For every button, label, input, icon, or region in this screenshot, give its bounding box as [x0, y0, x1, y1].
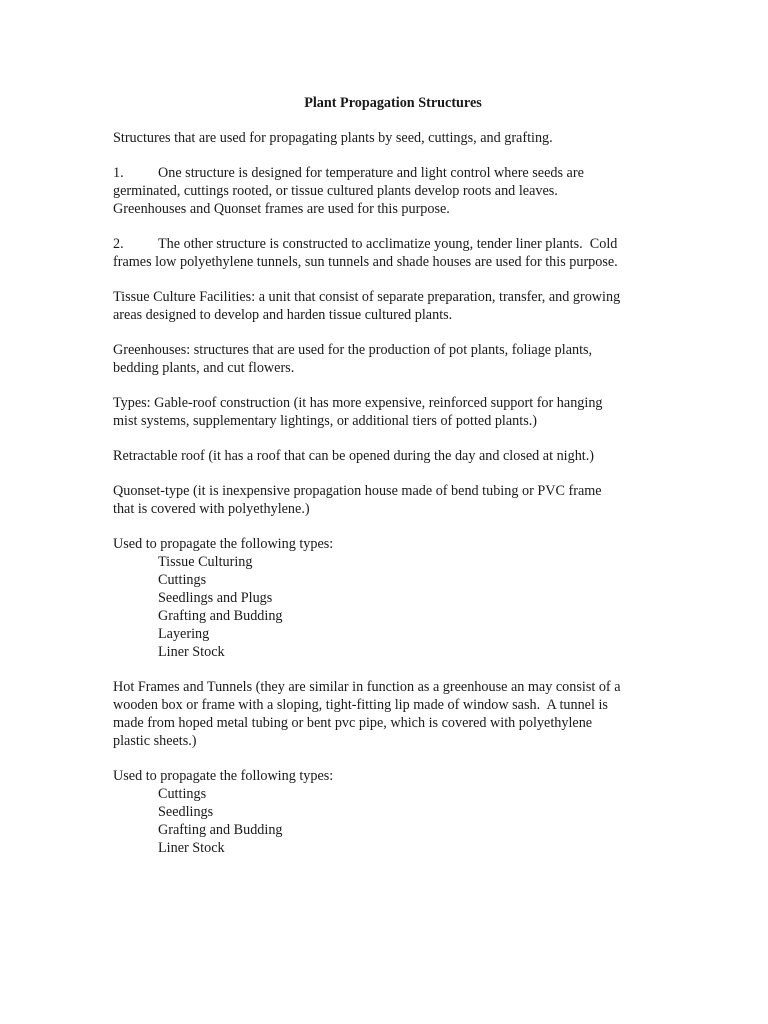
- document-title: Plant Propagation Structures: [304, 95, 482, 111]
- paragraph-line: mist systems, supplementary lightings, or additional tiers of potted plants.): [113, 413, 537, 429]
- intro-paragraph: Structures that are used for propagating plants by seed, cuttings, and grafting.: [113, 130, 553, 146]
- paragraph-line: Greenhouses: structures that are used for the production of pot plants, foliage plants,: [113, 342, 593, 358]
- item-number: 1.: [113, 165, 124, 181]
- list-item: Layering: [158, 626, 210, 642]
- list-item: Cuttings: [158, 786, 207, 802]
- used-to-propagate-heading-2: Used to propagate the following types:: [113, 768, 334, 784]
- list-item: Cuttings: [158, 572, 207, 588]
- list-item: Grafting and Budding: [158, 608, 283, 624]
- list-item: Tissue Culturing: [158, 554, 253, 570]
- paragraph-line: made from hoped metal tubing or bent pvc pipe, which is covered with polyethylene: [113, 715, 593, 731]
- propagation-types-list-1: [113, 553, 673, 661]
- paragraph-line: plastic sheets.): [113, 733, 197, 749]
- paragraph-line: that is covered with polyethylene.): [113, 501, 310, 517]
- paragraph-line: areas designed to develop and harden tissue cultured plants.: [113, 307, 453, 323]
- paragraph-line: Quonset-type (it is inexpensive propagation house made of bend tubing or PVC frame: [113, 483, 602, 499]
- list-item: Liner Stock: [158, 840, 225, 856]
- tissue-culture-paragraph: [113, 288, 673, 324]
- greenhouses-paragraph: [113, 341, 673, 377]
- used-to-propagate-heading-1: Used to propagate the following types:: [113, 536, 334, 552]
- paragraph-line: Types: Gable-roof construction (it has more expensive, reinforced support for hanging: [113, 395, 603, 411]
- item-text-line: frames low polyethylene tunnels, sun tunnels and shade houses are used for this purpose.: [113, 254, 618, 270]
- list-item: Grafting and Budding: [158, 822, 283, 838]
- paragraph-line: wooden box or frame with a sloping, tight-fitting lip made of window sash. A tunnel is: [113, 697, 608, 713]
- list-item: Liner Stock: [158, 644, 225, 660]
- numbered-item-1: [113, 164, 673, 218]
- paragraph-line: Hot Frames and Tunnels (they are similar in function as a greenhouse an may consist of a: [113, 679, 621, 695]
- paragraph-line: bedding plants, and cut flowers.: [113, 360, 295, 376]
- list-item: Seedlings: [158, 804, 214, 820]
- item-text-line: The other structure is constructed to acclimatize young, tender liner plants. Cold: [158, 236, 618, 252]
- retractable-roof-paragraph: Retractable roof (it has a roof that can be opened during the day and closed at night.): [113, 448, 595, 464]
- paragraph-line: Tissue Culture Facilities: a unit that consist of separate preparation, transfer, and growing: [113, 289, 621, 305]
- item-text-line: One structure is designed for temperature and light control where seeds are: [158, 165, 584, 181]
- list-item: Seedlings and Plugs: [158, 590, 273, 606]
- item-text-line: germinated, cuttings rooted, or tissue cultured plants develop roots and leaves.: [113, 183, 558, 199]
- quonset-paragraph: [113, 482, 673, 518]
- document-page: [113, 94, 673, 857]
- hot-frames-paragraph: [113, 678, 673, 750]
- item-number: 2.: [113, 236, 124, 252]
- item-text-line: Greenhouses and Quonset frames are used for this purpose.: [113, 201, 450, 217]
- propagation-types-list-2: [113, 785, 673, 857]
- numbered-item-2: [113, 235, 673, 271]
- types-paragraph: [113, 394, 673, 430]
